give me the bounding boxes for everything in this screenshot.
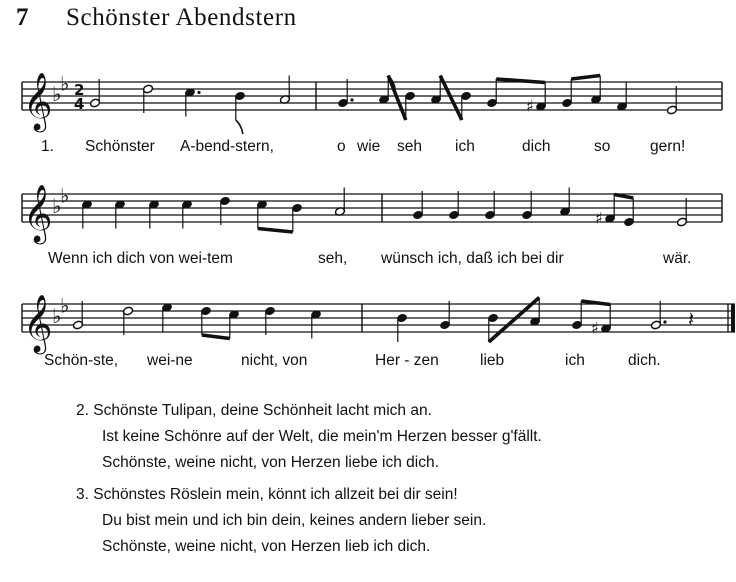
lyric-syllable: lieb — [480, 352, 505, 369]
verse-line: Ist keine Schönre auf der Welt, die mein'm Herzen besser g'fällt. — [102, 428, 542, 445]
note-beam — [614, 195, 633, 199]
verse-line: 2. Schönste Tulipan, deine Schönheit lacht mich an. — [76, 402, 432, 419]
lyric-syllable: 1. — [41, 138, 54, 155]
lyric-syllable: ich — [565, 352, 585, 369]
lyric-syllable: nicht, von — [241, 352, 308, 369]
lyric-syllable: dich. — [628, 352, 661, 369]
lyric-syllable: gern! — [650, 138, 686, 155]
lyric-syllable: seh — [397, 138, 422, 155]
note-flag — [236, 120, 243, 134]
dot-mark — [350, 98, 353, 101]
treble-clef-icon: 𝄞 — [23, 294, 53, 352]
lyric-syllable: wei-ne — [147, 352, 193, 369]
time-signature-top: 2 — [74, 81, 85, 99]
lyric-syllable: A-bend-stern, — [180, 138, 274, 155]
lyric-syllable: Schön-ste, — [44, 352, 119, 369]
lyric-syllable: wie — [357, 138, 381, 155]
lyric-syllable: wär. — [663, 250, 692, 267]
song-title: Schönster Abendstern — [66, 4, 297, 31]
lyric-syllable: o — [337, 138, 346, 155]
lyric-syllable: Wenn ich dich von wei-tem — [48, 250, 233, 267]
flat-icon: ♭ — [52, 194, 62, 218]
flat-icon: ♭ — [60, 183, 70, 208]
lyric-syllable: wünsch ich, daß ich bei dir — [381, 250, 564, 267]
sharp-icon: ♯ — [595, 208, 603, 228]
verse-line: 3. Schönstes Röslein mein, könnt ich allzeit bei dir sein! — [76, 486, 458, 503]
note-beam — [571, 76, 600, 80]
note-beam — [258, 229, 293, 233]
lyric-syllable: so — [594, 138, 611, 155]
verse-line: Schönste, weine nicht, von Herzen liebe ich dich. — [102, 454, 439, 471]
verse-3 — [76, 482, 487, 560]
sharp-icon: ♯ — [591, 318, 599, 338]
verse-line: Du bist mein und ich bin dein, keines andern lieber sein. — [102, 512, 487, 529]
note-beam — [202, 335, 230, 339]
flat-icon: ♭ — [60, 71, 70, 96]
quarter-rest-icon: 𝄽 — [688, 307, 695, 331]
time-signature-bottom: 4 — [74, 95, 85, 113]
dot-mark — [197, 91, 200, 94]
dot-mark — [663, 320, 666, 323]
final-barline — [731, 304, 735, 332]
verse-2 — [76, 398, 542, 476]
flat-icon: ♭ — [52, 82, 62, 106]
flat-icon: ♭ — [52, 304, 62, 328]
verse-line: Schönste, weine nicht, von Herzen lieb ich dich. — [102, 538, 431, 555]
lyric-syllable: ich — [455, 138, 475, 155]
song-number: 7 — [16, 4, 29, 31]
treble-clef-icon: 𝄞 — [23, 72, 53, 130]
treble-clef-icon: 𝄞 — [23, 184, 53, 242]
lyric-syllable: seh, — [318, 250, 348, 267]
lyric-syllable: Her - zen — [375, 352, 439, 369]
lyric-syllable: dich — [522, 138, 551, 155]
lyric-syllable: Schönster — [85, 138, 155, 155]
flat-icon: ♭ — [60, 293, 70, 318]
sharp-icon: ♯ — [526, 96, 534, 116]
